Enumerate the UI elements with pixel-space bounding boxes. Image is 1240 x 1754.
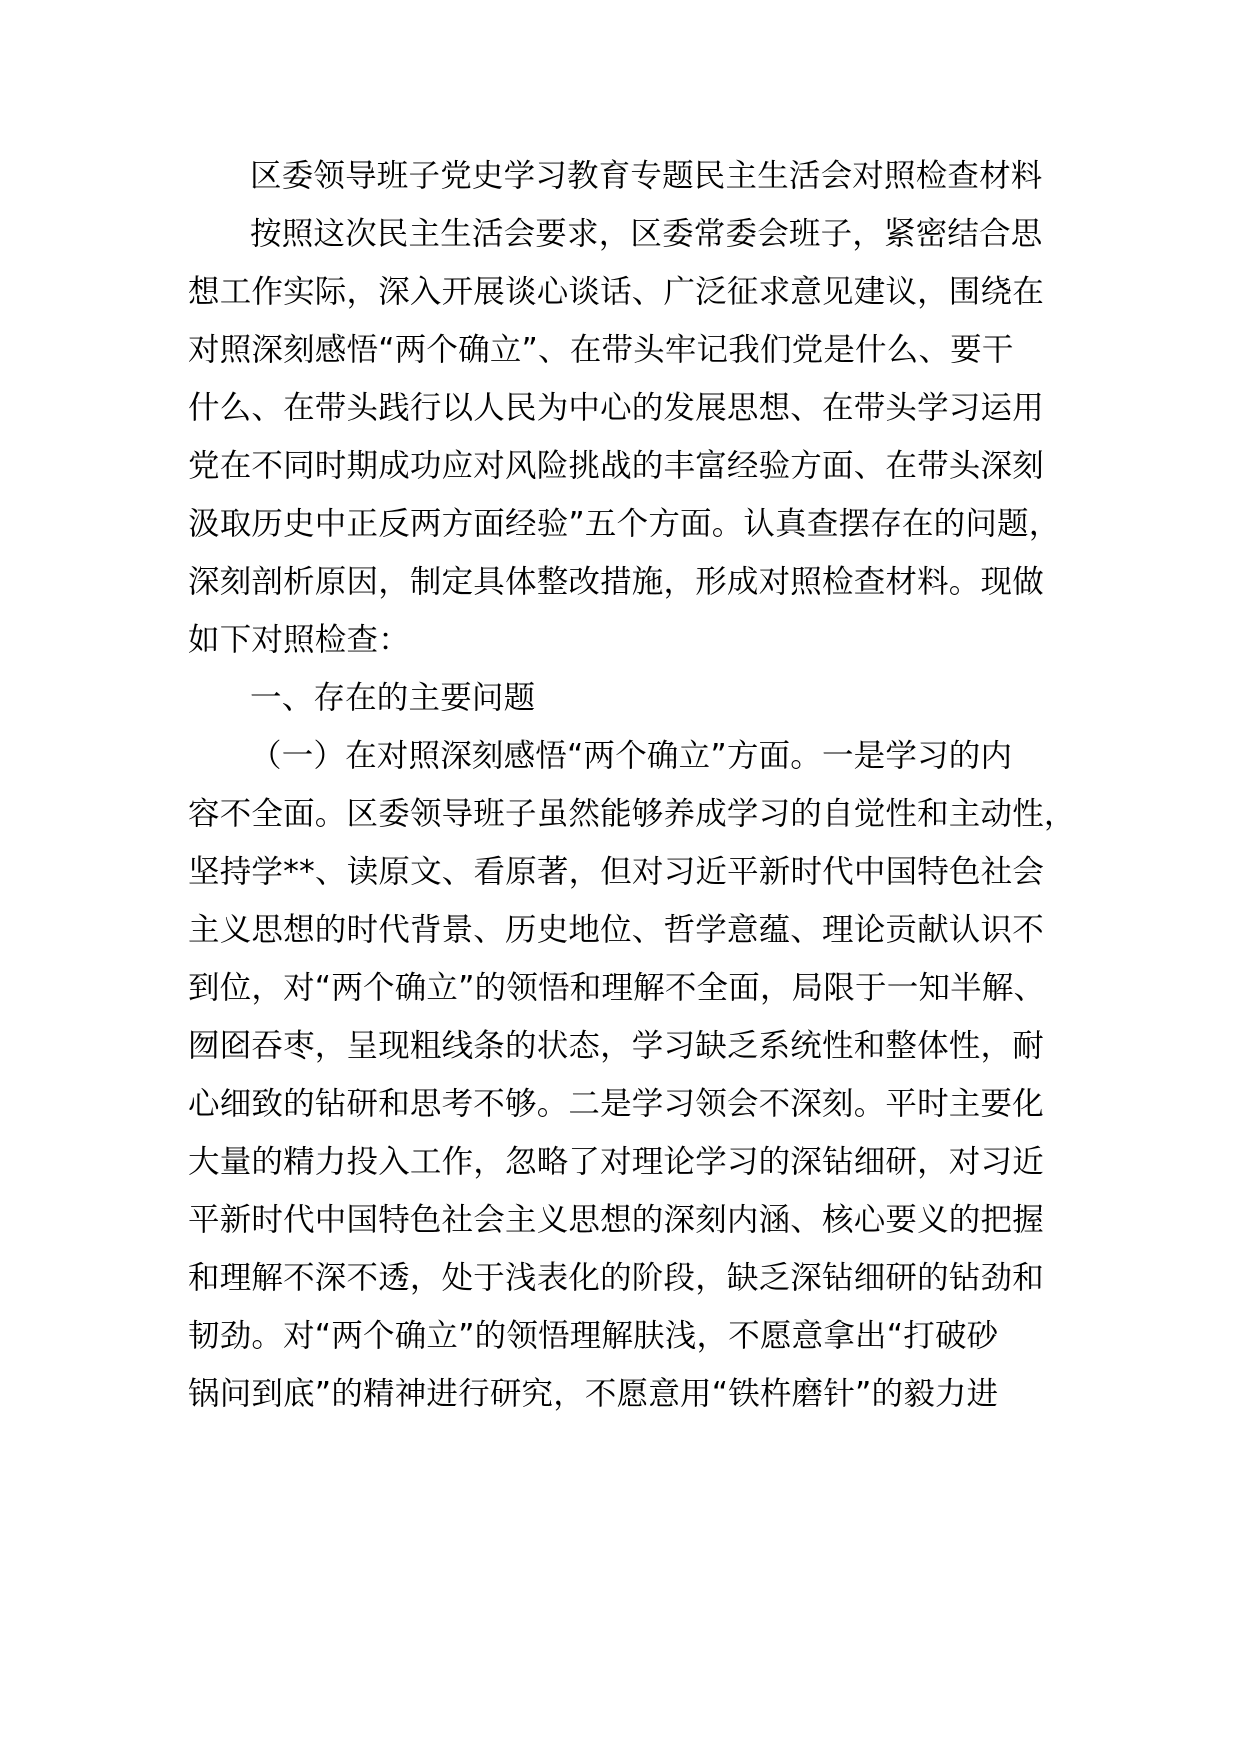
paragraph-line: 什么、在带头践行以人民为中心的发展思想、在带头学习运用 <box>188 390 1044 426</box>
paragraph-line: 到位，对“两个确立”的领悟和理解不全面，局限于一知半解、 <box>188 970 1046 1006</box>
paragraph-line: 对照深刻感悟“两个确立”、在带头牢记我们党是什么、要干 <box>188 332 1014 368</box>
paragraph-line: （一）在对照深刻感悟“两个确立”方面。一是学习的内 <box>250 738 1013 774</box>
paragraph-line: 坚持学**、读原文、看原著，但对习近平新时代中国特色社会 <box>188 854 1045 890</box>
paragraph-line: 党在不同时期成功应对风险挑战的丰富经验方面、在带头深刻 <box>188 448 1044 484</box>
paragraph-line: 平新时代中国特色社会主义思想的深刻内涵、核心要义的把握 <box>188 1202 1044 1238</box>
paragraph-line: 按照这次民主生活会要求，区委常委会班子，紧密结合思 <box>250 216 1043 252</box>
paragraph-line: 深刻剖析原因，制定具体整改措施，形成对照检查材料。现做 <box>188 564 1044 600</box>
section-heading: 一、存在的主要问题 <box>250 680 536 716</box>
paragraph-line: 锅问到底”的精神进行研究，不愿意用“铁杵磨针”的毅力进 <box>188 1376 999 1412</box>
paragraph-line: 容不全面。区委领导班子虽然能够养成学习的自觉性和主动性， <box>188 796 1076 832</box>
paragraph-line: 汲取历史中正反两方面经验”五个方面。认真查摆存在的问题， <box>188 506 1061 542</box>
paragraph-line: 想工作实际，深入开展谈心谈话、广泛征求意见建议，围绕在 <box>188 274 1044 310</box>
paragraph-line: 和理解不深不透，处于浅表化的阶段，缺乏深钻细研的钻劲和 <box>188 1260 1044 1296</box>
paragraph-line: 如下对照检查： <box>188 622 410 658</box>
document-title: 区委领导班子党史学习教育专题民主生活会对照检查材料 <box>250 158 1043 194</box>
paragraph-line: 韧劲。对“两个确立”的领悟理解肤浅，不愿意拿出“打破砂 <box>188 1318 999 1354</box>
paragraph-line: 囫囵吞枣，呈现粗线条的状态，学习缺乏系统性和整体性，耐 <box>188 1028 1044 1064</box>
paragraph-line: 心细致的钻研和思考不够。二是学习领会不深刻。平时主要化 <box>188 1086 1044 1122</box>
paragraph-line: 大量的精力投入工作，忽略了对理论学习的深钻细研，对习近 <box>188 1144 1044 1180</box>
paragraph-line: 主义思想的时代背景、历史地位、哲学意蕴、理论贡献认识不 <box>188 912 1044 948</box>
